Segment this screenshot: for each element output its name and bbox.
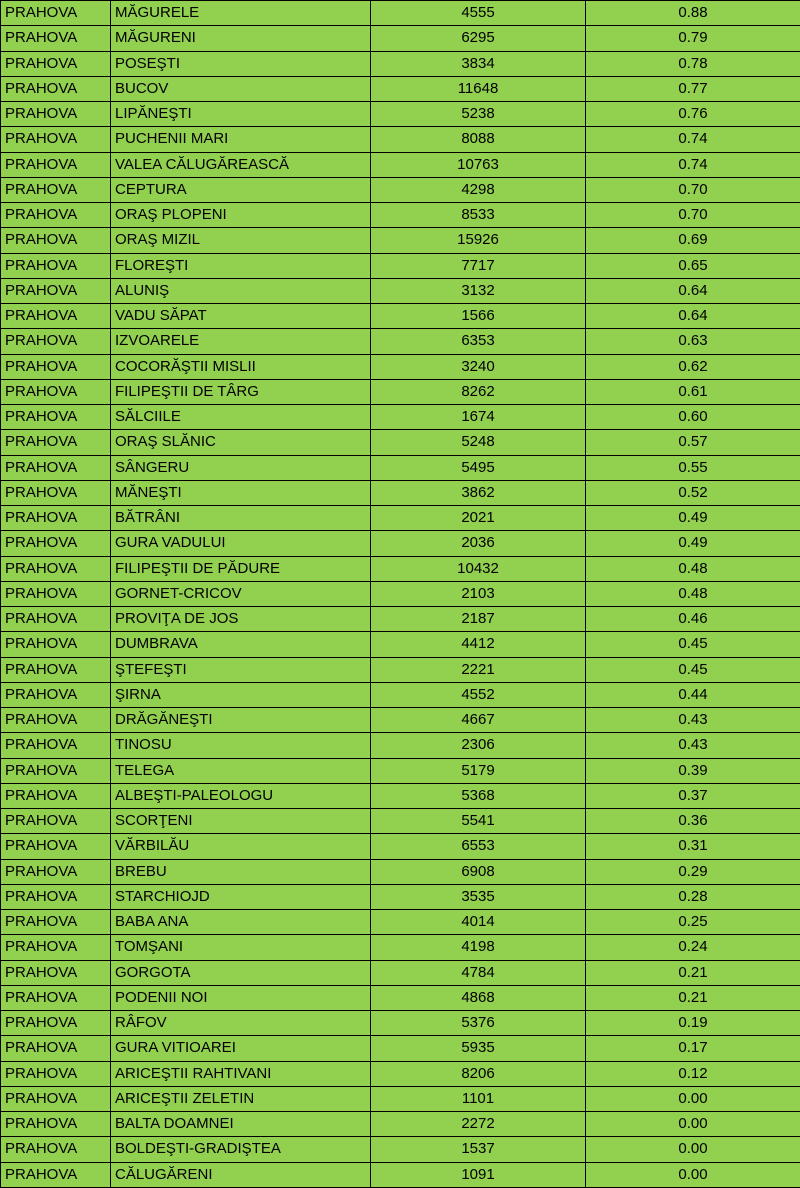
county-cell[interactable]: PRAHOVA [1,1061,111,1086]
locality-cell[interactable]: TELEGA [111,758,371,783]
locality-cell[interactable]: ŞIRNA [111,682,371,707]
value-cell[interactable]: 0.77 [586,76,800,101]
locality-cell[interactable]: PROVIŢA DE JOS [111,607,371,632]
population-cell[interactable]: 2103 [371,581,586,606]
table-row [1,708,800,733]
county-cell[interactable]: PRAHOVA [1,1011,111,1036]
value-cell[interactable]: 0.79 [586,26,800,51]
population-cell[interactable]: 1537 [371,1137,586,1162]
value-cell[interactable]: 0.60 [586,405,800,430]
population-cell[interactable]: 11648 [371,76,586,101]
population-cell[interactable]: 5238 [371,102,586,127]
population-cell[interactable]: 1101 [371,1086,586,1111]
value-cell[interactable]: 0.49 [586,506,800,531]
locality-cell[interactable]: COCORĂŞTII MISLII [111,354,371,379]
table-row [1,809,800,834]
population-cell[interactable]: 5376 [371,1011,586,1036]
value-cell[interactable]: 0.36 [586,809,800,834]
table-row [1,480,800,505]
table-row [1,253,800,278]
county-cell[interactable]: PRAHOVA [1,152,111,177]
table-row [1,783,800,808]
population-cell[interactable]: 7717 [371,253,586,278]
population-cell[interactable]: 2036 [371,531,586,556]
locality-cell[interactable]: DUMBRAVA [111,632,371,657]
county-cell[interactable]: PRAHOVA [1,329,111,354]
locality-cell[interactable]: VĂRBILĂU [111,834,371,859]
population-cell[interactable]: 15926 [371,228,586,253]
population-cell[interactable]: 1566 [371,304,586,329]
table-row [1,910,800,935]
county-cell[interactable]: PRAHOVA [1,1,111,26]
population-cell[interactable]: 6353 [371,329,586,354]
value-cell[interactable]: 0.29 [586,859,800,884]
county-cell[interactable]: PRAHOVA [1,985,111,1010]
county-cell[interactable]: PRAHOVA [1,177,111,202]
table-row [1,26,800,51]
table-row [1,278,800,303]
value-cell[interactable]: 0.49 [586,531,800,556]
value-cell[interactable]: 0.74 [586,152,800,177]
value-cell[interactable]: 0.48 [586,581,800,606]
county-cell[interactable]: PRAHOVA [1,1112,111,1137]
population-cell[interactable]: 4868 [371,985,586,1010]
locality-cell[interactable]: BABA ANA [111,910,371,935]
population-cell[interactable]: 8533 [371,203,586,228]
county-cell[interactable]: PRAHOVA [1,278,111,303]
locality-cell[interactable]: BOLDEŞTI-GRADIŞTEA [111,1137,371,1162]
value-cell[interactable]: 0.00 [586,1086,800,1111]
county-cell[interactable]: PRAHOVA [1,379,111,404]
value-cell[interactable]: 0.78 [586,51,800,76]
county-cell[interactable]: PRAHOVA [1,960,111,985]
population-cell[interactable]: 5495 [371,455,586,480]
table-row [1,657,800,682]
population-cell[interactable]: 6553 [371,834,586,859]
value-cell[interactable]: 0.37 [586,783,800,808]
county-cell[interactable]: PRAHOVA [1,556,111,581]
population-cell[interactable]: 8088 [371,127,586,152]
locality-cell[interactable]: BUCOV [111,76,371,101]
county-cell[interactable]: PRAHOVA [1,102,111,127]
table-row [1,354,800,379]
value-cell[interactable]: 0.57 [586,430,800,455]
table-row [1,531,800,556]
value-cell[interactable]: 0.12 [586,1061,800,1086]
population-cell[interactable]: 6295 [371,26,586,51]
county-cell[interactable]: PRAHOVA [1,480,111,505]
population-cell[interactable]: 2021 [371,506,586,531]
table-row [1,682,800,707]
population-cell[interactable]: 5541 [371,809,586,834]
population-cell[interactable]: 5248 [371,430,586,455]
value-cell[interactable]: 0.48 [586,556,800,581]
locality-cell[interactable]: GORGOTA [111,960,371,985]
value-cell[interactable]: 0.43 [586,733,800,758]
county-cell[interactable]: PRAHOVA [1,682,111,707]
value-cell[interactable]: 0.45 [586,632,800,657]
value-cell[interactable]: 0.19 [586,1011,800,1036]
population-cell[interactable]: 4412 [371,632,586,657]
value-cell[interactable]: 0.24 [586,935,800,960]
county-cell[interactable]: PRAHOVA [1,708,111,733]
value-cell[interactable]: 0.64 [586,278,800,303]
county-cell[interactable]: PRAHOVA [1,834,111,859]
county-cell[interactable]: PRAHOVA [1,430,111,455]
county-cell[interactable]: PRAHOVA [1,758,111,783]
value-cell[interactable]: 0.46 [586,607,800,632]
county-cell[interactable]: PRAHOVA [1,607,111,632]
population-cell[interactable]: 10763 [371,152,586,177]
value-cell[interactable]: 0.62 [586,354,800,379]
county-cell[interactable]: PRAHOVA [1,733,111,758]
locality-cell[interactable]: ARICEŞTII ZELETIN [111,1086,371,1111]
value-cell[interactable]: 0.00 [586,1137,800,1162]
population-cell[interactable]: 8206 [371,1061,586,1086]
locality-cell[interactable]: ŞTEFEŞTI [111,657,371,682]
county-cell[interactable]: PRAHOVA [1,26,111,51]
table-row [1,581,800,606]
value-cell[interactable]: 0.43 [586,708,800,733]
locality-cell[interactable]: IZVOARELE [111,329,371,354]
population-cell[interactable]: 3535 [371,884,586,909]
table-row [1,1036,800,1061]
table-row [1,51,800,76]
value-cell[interactable]: 0.45 [586,657,800,682]
table-row [1,1162,800,1187]
population-cell[interactable]: 5179 [371,758,586,783]
locality-cell[interactable]: FLOREŞTI [111,253,371,278]
locality-cell[interactable]: ALUNIŞ [111,278,371,303]
county-cell[interactable]: PRAHOVA [1,405,111,430]
locality-cell[interactable]: BREBU [111,859,371,884]
value-cell[interactable]: 0.70 [586,203,800,228]
locality-cell[interactable]: DRĂGĂNEŞTI [111,708,371,733]
population-cell[interactable]: 3132 [371,278,586,303]
county-cell[interactable]: PRAHOVA [1,455,111,480]
table-row [1,102,800,127]
table-row [1,379,800,404]
table-row [1,859,800,884]
table-row [1,1,800,26]
county-cell[interactable]: PRAHOVA [1,859,111,884]
county-cell[interactable]: PRAHOVA [1,910,111,935]
locality-cell[interactable]: CEPTURA [111,177,371,202]
table-row [1,455,800,480]
county-cell[interactable]: PRAHOVA [1,581,111,606]
table-row [1,127,800,152]
table-row [1,632,800,657]
county-cell[interactable]: PRAHOVA [1,203,111,228]
table-row [1,329,800,354]
locality-cell[interactable]: SCORŢENI [111,809,371,834]
locality-cell[interactable]: CĂLUGĂRENI [111,1162,371,1187]
value-cell[interactable]: 0.00 [586,1162,800,1187]
table-row [1,960,800,985]
locality-cell[interactable]: LIPĂNEŞTI [111,102,371,127]
locality-cell[interactable]: PODENII NOI [111,985,371,1010]
locality-cell[interactable]: POSEŞTI [111,51,371,76]
value-cell[interactable]: 0.31 [586,834,800,859]
table-body [1,1,800,1188]
population-cell[interactable]: 4552 [371,682,586,707]
value-cell[interactable]: 0.55 [586,455,800,480]
table-row [1,556,800,581]
locality-cell[interactable]: STARCHIOJD [111,884,371,909]
table-row [1,228,800,253]
population-cell[interactable]: 5935 [371,1036,586,1061]
table-row [1,304,800,329]
population-cell[interactable]: 2221 [371,657,586,682]
locality-cell[interactable]: TOMŞANI [111,935,371,960]
value-cell[interactable]: 0.64 [586,304,800,329]
locality-cell[interactable]: SÂNGERU [111,455,371,480]
county-cell[interactable]: PRAHOVA [1,253,111,278]
locality-cell[interactable]: FILIPEŞTII DE PĂDURE [111,556,371,581]
county-cell[interactable]: PRAHOVA [1,51,111,76]
locality-cell[interactable]: VADU SĂPAT [111,304,371,329]
county-cell[interactable]: PRAHOVA [1,531,111,556]
value-cell[interactable]: 0.76 [586,102,800,127]
county-cell[interactable]: PRAHOVA [1,1162,111,1187]
county-cell[interactable]: PRAHOVA [1,228,111,253]
table-row [1,152,800,177]
locality-cell[interactable]: FILIPEŞTII DE TÂRG [111,379,371,404]
table-row [1,506,800,531]
population-cell[interactable]: 2306 [371,733,586,758]
population-cell[interactable]: 4198 [371,935,586,960]
table-row [1,1086,800,1111]
county-cell[interactable]: PRAHOVA [1,884,111,909]
population-cell[interactable]: 4014 [371,910,586,935]
value-cell[interactable]: 0.28 [586,884,800,909]
locality-cell[interactable]: VALEA CĂLUGĂREASCĂ [111,152,371,177]
value-cell[interactable]: 0.61 [586,379,800,404]
locality-cell[interactable]: BALTA DOAMNEI [111,1112,371,1137]
county-cell[interactable]: PRAHOVA [1,506,111,531]
value-cell[interactable]: 0.21 [586,985,800,1010]
locality-cell[interactable]: MĂNEŞTI [111,480,371,505]
county-cell[interactable]: PRAHOVA [1,632,111,657]
locality-cell[interactable]: ORAŞ SLĂNIC [111,430,371,455]
locality-cell[interactable]: GORNET-CRICOV [111,581,371,606]
locality-cell[interactable]: GURA VITIOAREI [111,1036,371,1061]
locality-cell[interactable]: BĂTRÂNI [111,506,371,531]
locality-cell[interactable]: SĂLCIILE [111,405,371,430]
value-cell[interactable]: 0.88 [586,1,800,26]
population-cell[interactable]: 10432 [371,556,586,581]
table-row [1,758,800,783]
locality-cell[interactable]: ORAŞ PLOPENI [111,203,371,228]
locality-cell[interactable]: MĂGURELE [111,1,371,26]
population-cell[interactable]: 8262 [371,379,586,404]
county-cell[interactable]: PRAHOVA [1,1036,111,1061]
table-row [1,733,800,758]
value-cell[interactable]: 0.52 [586,480,800,505]
locality-cell[interactable]: ARICEŞTII RAHTIVANI [111,1061,371,1086]
value-cell[interactable]: 0.63 [586,329,800,354]
population-cell[interactable]: 5368 [371,783,586,808]
value-cell[interactable]: 0.39 [586,758,800,783]
value-cell[interactable]: 0.17 [586,1036,800,1061]
table-row [1,607,800,632]
table-row [1,76,800,101]
value-cell[interactable]: 0.25 [586,910,800,935]
table-row [1,177,800,202]
county-cell[interactable]: PRAHOVA [1,657,111,682]
county-cell[interactable]: PRAHOVA [1,783,111,808]
population-cell[interactable]: 3862 [371,480,586,505]
table-row [1,884,800,909]
population-cell[interactable]: 3240 [371,354,586,379]
locality-cell[interactable]: ALBEŞTI-PALEOLOGU [111,783,371,808]
county-cell[interactable]: PRAHOVA [1,76,111,101]
county-cell[interactable]: PRAHOVA [1,304,111,329]
table-row [1,834,800,859]
county-cell[interactable]: PRAHOVA [1,354,111,379]
county-cell[interactable]: PRAHOVA [1,809,111,834]
county-cell[interactable]: PRAHOVA [1,1086,111,1111]
table-row [1,430,800,455]
table-row [1,935,800,960]
population-cell[interactable]: 3834 [371,51,586,76]
value-cell[interactable]: 0.70 [586,177,800,202]
locality-cell[interactable]: ORAŞ MIZIL [111,228,371,253]
locality-cell[interactable]: TINOSU [111,733,371,758]
value-cell[interactable]: 0.69 [586,228,800,253]
population-cell[interactable]: 4555 [371,1,586,26]
table-row [1,1011,800,1036]
locality-cell[interactable]: PUCHENII MARI [111,127,371,152]
county-cell[interactable]: PRAHOVA [1,127,111,152]
table-row [1,405,800,430]
table-row [1,1137,800,1162]
locality-cell[interactable]: GURA VADULUI [111,531,371,556]
population-cell[interactable]: 6908 [371,859,586,884]
population-cell[interactable]: 4667 [371,708,586,733]
population-cell[interactable]: 1674 [371,405,586,430]
population-cell[interactable]: 2187 [371,607,586,632]
population-cell[interactable]: 2272 [371,1112,586,1137]
table-row [1,1061,800,1086]
value-cell[interactable]: 0.65 [586,253,800,278]
table-row [1,1112,800,1137]
population-cell[interactable]: 1091 [371,1162,586,1187]
table-row [1,203,800,228]
value-cell[interactable]: 0.44 [586,682,800,707]
locality-cell[interactable]: MĂGURENI [111,26,371,51]
locality-cell[interactable]: RÂFOV [111,1011,371,1036]
county-cell[interactable]: PRAHOVA [1,935,111,960]
value-cell[interactable]: 0.00 [586,1112,800,1137]
population-cell[interactable]: 4784 [371,960,586,985]
value-cell[interactable]: 0.21 [586,960,800,985]
population-cell[interactable]: 4298 [371,177,586,202]
table-row [1,985,800,1010]
county-cell[interactable]: PRAHOVA [1,1137,111,1162]
value-cell[interactable]: 0.74 [586,127,800,152]
